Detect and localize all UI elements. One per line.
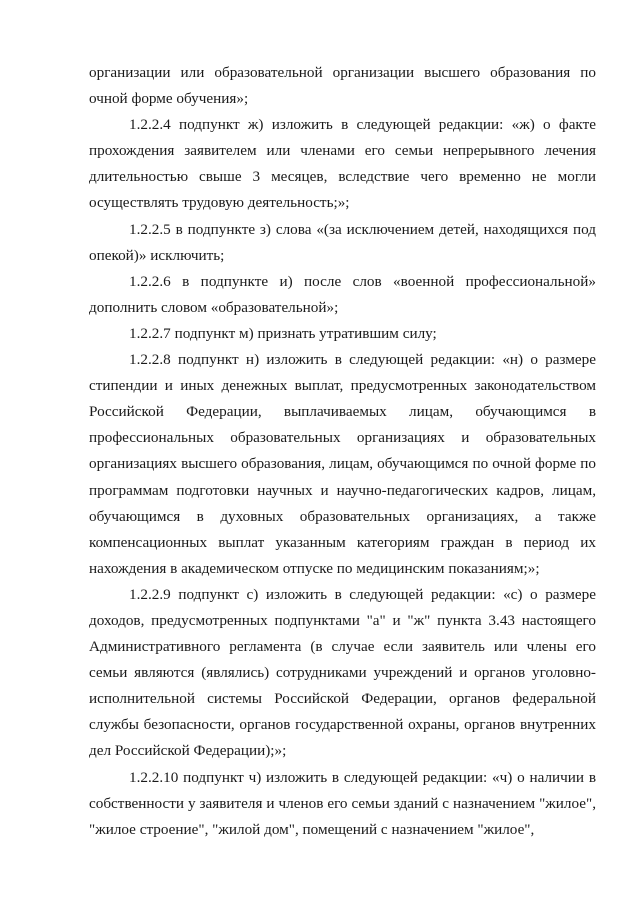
paragraph-1-2-2-7: 1.2.2.7 подпункт м) признать утратившим силу; bbox=[129, 324, 437, 342]
paragraph-1-2-2-6: 1.2.2.6 в подпункте и) после слов «военной профессиональной» дополнить словом «образовательной»; bbox=[89, 272, 596, 316]
paragraph-1-2-2-10: 1.2.2.10 подпункт ч) изложить в следующей редакции: «ч) о наличии в собственности у заявителя и членов его семьи зданий с назначением "жилое", "жилое строение", "жилой дом", помещений с назначением "жилое", bbox=[89, 768, 596, 838]
paragraph-1-2-2-8: 1.2.2.8 подпункт н) изложить в следующей редакции: «н) о размере стипендии и иных денежных выплат, предусмотренных законодательством Российской Федерации, выплачиваемых лицам, обучающимся в профессиональных образовательных организациях и образовательных организациях высшего образования, лицам, обучающимся по очной форме по программам подготовки научных и научно-педагогических кадров, лицам, обучающимся в духовных образовательных организациях, а также компенсационных выплат указанным категориям граждан в период их нахождения в академическом отпуске по медицинским показаниям;»; bbox=[89, 351, 596, 577]
paragraph-1-2-2-4: 1.2.2.4 подпункт ж) изложить в следующей редакции: «ж) о факте прохождения заявителем или членами его семьи непрерывного лечения длительностью свыше 3 месяцев, вследствие чего временно не могли осуществлять трудовую деятельность;»; bbox=[89, 116, 596, 212]
document-body bbox=[89, 60, 596, 843]
paragraph-1-2-2-9: 1.2.2.9 подпункт с) изложить в следующей редакции: «с) о размере доходов, предусмотренных подпунктами "а" и "ж" пункта 3.43 настоящего Административного регламента (в случае если заявитель или члены его семьи являются (являлись) сотрудниками учреждений и органов уголовно-исполнительной системы Российской Федерации, органов федеральной службы безопасности, органов государственной охраны, органов внутренних дел Российской Федерации);»; bbox=[89, 585, 596, 760]
paragraph-1-2-2-5: 1.2.2.5 в подпункте з) слова «(за исключением детей, находящихся под опекой)» исключить; bbox=[89, 220, 596, 264]
paragraph-continuation: организации или образовательной организации высшего образования по очной форме обучения»; bbox=[89, 64, 596, 108]
